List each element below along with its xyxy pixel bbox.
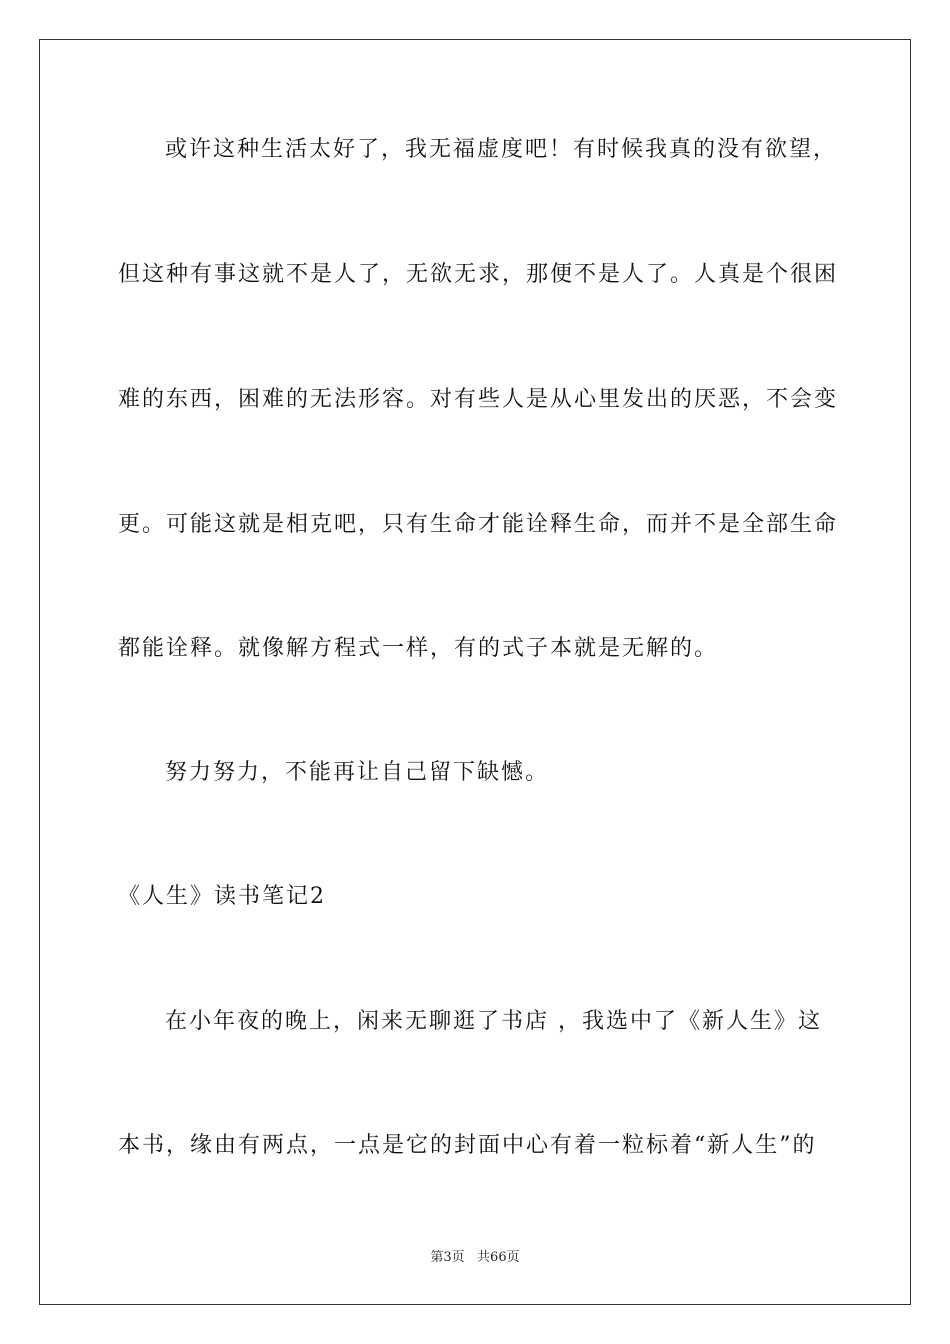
paragraph-line: 努力努力，不能再让自己留下缺憾。 (165, 760, 550, 785)
page-border (39, 39, 911, 1305)
paragraph-line: 难的东西，困难的无法形容。对有些人是从心里发出的厌恶，不会变 (118, 387, 839, 412)
paragraph-line: 在小年夜的晚上，闲来无聊逛了书店 ，我选中了《新人生》这 (165, 1009, 822, 1034)
paragraph-line: 更。可能这就是相克吧，只有生命才能诠释生命，而并不是全部生命 (118, 512, 839, 537)
paragraph-line: 都能诠释。就像解方程式一样，有的式子本就是无解的。 (118, 636, 719, 661)
paragraph-line: 但这种有事这就不是人了，无欲无求，那便不是人了。人真是个很困 (118, 262, 839, 287)
page-number: 第3页 共66页 (430, 1250, 520, 1265)
paragraph-line: 本书，缘由有两点，一点是它的封面中心有着一粒标着“新人生”的 (118, 1133, 817, 1158)
paragraph-line: 或许这种生活太好了，我无福虚度吧！有时候我真的没有欲望， (165, 137, 838, 162)
section-title: 《人生》读书笔记2 (118, 884, 326, 909)
